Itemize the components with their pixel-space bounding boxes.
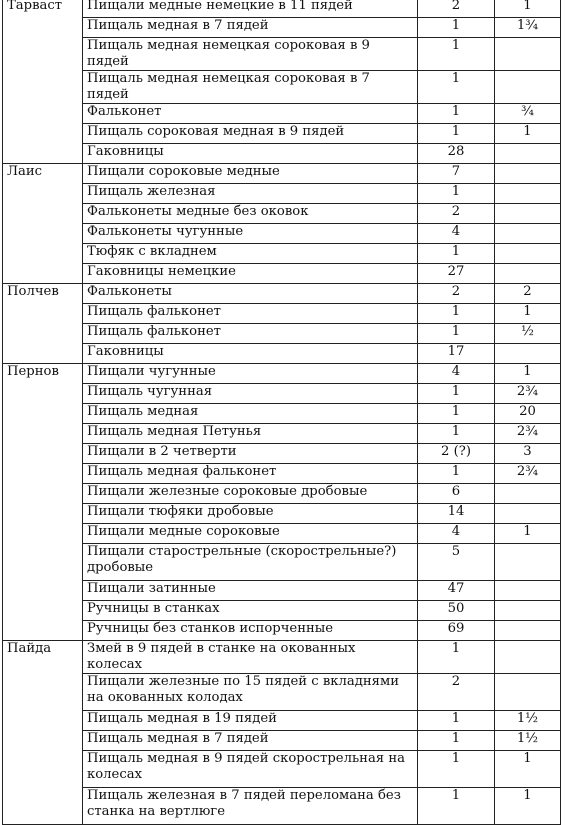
caliber-cell xyxy=(495,641,561,674)
caliber-cell xyxy=(495,544,561,581)
item-cell: Пищаль медная xyxy=(83,404,418,424)
caliber-cell xyxy=(495,184,561,204)
table-row xyxy=(3,184,561,204)
item-cell: Пищали железные по 15 пядей с вкладнями на окованных колодах xyxy=(83,674,418,711)
table-row xyxy=(3,284,561,304)
table-row xyxy=(3,464,561,484)
item-cell: Пищали чугунные xyxy=(83,364,418,384)
quantity-cell: 1 xyxy=(418,464,495,484)
quantity-cell: 1 xyxy=(418,324,495,344)
caliber-cell xyxy=(495,674,561,711)
caliber-cell xyxy=(495,204,561,224)
caliber-cell: 3 xyxy=(495,444,561,464)
caliber-cell: 1 xyxy=(495,0,561,18)
quantity-cell: 1 xyxy=(418,124,495,144)
quantity-cell: 2 xyxy=(418,204,495,224)
item-cell: Пищаль медная в 19 пядей xyxy=(83,711,418,731)
caliber-cell: 1 xyxy=(495,524,561,544)
place-cell: Лаис xyxy=(3,164,83,284)
table-row xyxy=(3,484,561,504)
quantity-cell: 1 xyxy=(418,404,495,424)
caliber-cell xyxy=(495,504,561,524)
item-cell: Пищали сороковые медные xyxy=(83,164,418,184)
caliber-cell: 1 xyxy=(495,304,561,324)
table-row xyxy=(3,524,561,544)
table-row xyxy=(3,164,561,184)
item-cell: Пищаль медная в 7 пядей xyxy=(83,18,418,38)
caliber-cell: 1½ xyxy=(495,731,561,751)
quantity-cell: 1 xyxy=(418,731,495,751)
place-cell: Пернов xyxy=(3,364,83,641)
quantity-cell: 1 xyxy=(418,104,495,124)
item-cell: Пищаль медная Петунья xyxy=(83,424,418,444)
caliber-cell xyxy=(495,484,561,504)
table-row xyxy=(3,71,561,104)
table-row xyxy=(3,404,561,424)
caliber-cell: 2¾ xyxy=(495,464,561,484)
item-cell: Фальконеты медные без оковок xyxy=(83,204,418,224)
quantity-cell: 2 xyxy=(418,0,495,18)
item-cell: Змей в 9 пядей в станке на окованных колесах xyxy=(83,641,418,674)
artillery-inventory-table xyxy=(2,0,561,825)
caliber-cell xyxy=(495,71,561,104)
table-row xyxy=(3,344,561,364)
table-row xyxy=(3,144,561,164)
table-row xyxy=(3,621,561,641)
caliber-cell: 1 xyxy=(495,751,561,788)
caliber-cell xyxy=(495,601,561,621)
caliber-cell xyxy=(495,224,561,244)
item-cell: Фальконет xyxy=(83,104,418,124)
table-row xyxy=(3,244,561,264)
quantity-cell: 28 xyxy=(418,144,495,164)
quantity-cell: 1 xyxy=(418,184,495,204)
item-cell: Пищаль железная в 7 пядей переломана без станка на вертлюге xyxy=(83,788,418,825)
quantity-cell: 6 xyxy=(418,484,495,504)
caliber-cell xyxy=(495,244,561,264)
caliber-cell: 1 xyxy=(495,124,561,144)
item-cell: Пищали медные немецкие в 11 пядей xyxy=(83,0,418,18)
quantity-cell: 7 xyxy=(418,164,495,184)
item-cell: Пищаль чугунная xyxy=(83,384,418,404)
table-row xyxy=(3,0,561,18)
table-row xyxy=(3,544,561,581)
table-row xyxy=(3,224,561,244)
item-cell: Пищали затинные xyxy=(83,581,418,601)
quantity-cell: 69 xyxy=(418,621,495,641)
caliber-cell: 2¾ xyxy=(495,384,561,404)
quantity-cell: 4 xyxy=(418,224,495,244)
item-cell: Пищаль медная немецкая сороковая в 9 пядей xyxy=(83,38,418,71)
caliber-cell xyxy=(495,581,561,601)
table-row xyxy=(3,364,561,384)
table-row xyxy=(3,504,561,524)
quantity-cell: 27 xyxy=(418,264,495,284)
item-cell: Ручницы без станков испорченные xyxy=(83,621,418,641)
caliber-cell xyxy=(495,621,561,641)
item-cell: Пищали железные сороковые дробовые xyxy=(83,484,418,504)
table-row xyxy=(3,444,561,464)
item-cell: Пищали медные сороковые xyxy=(83,524,418,544)
item-cell: Пищаль фальконет xyxy=(83,324,418,344)
quantity-cell: 4 xyxy=(418,524,495,544)
quantity-cell: 1 xyxy=(418,18,495,38)
item-cell: Пищаль фальконет xyxy=(83,304,418,324)
item-cell: Пищаль медная немецкая сороковая в 7 пядей xyxy=(83,71,418,104)
table-row xyxy=(3,601,561,621)
item-cell: Пищали старострельные (скорострельные?) дробовые xyxy=(83,544,418,581)
table-row xyxy=(3,751,561,788)
caliber-cell xyxy=(495,38,561,71)
item-cell: Гаковницы xyxy=(83,344,418,364)
item-cell: Ручницы в станках xyxy=(83,601,418,621)
table-row xyxy=(3,264,561,284)
quantity-cell: 2 (?) xyxy=(418,444,495,464)
table-row xyxy=(3,424,561,444)
quantity-cell: 1 xyxy=(418,788,495,825)
table-row xyxy=(3,788,561,825)
quantity-cell: 1 xyxy=(418,641,495,674)
table-row xyxy=(3,384,561,404)
place-cell: Тарваст xyxy=(3,0,83,164)
quantity-cell: 5 xyxy=(418,544,495,581)
quantity-cell: 47 xyxy=(418,581,495,601)
item-cell: Фальконеты xyxy=(83,284,418,304)
item-cell: Пищали в 2 четверти xyxy=(83,444,418,464)
quantity-cell: 1 xyxy=(418,751,495,788)
caliber-cell: ½ xyxy=(495,324,561,344)
table-row xyxy=(3,204,561,224)
item-cell: Пищали тюфяки дробовые xyxy=(83,504,418,524)
table-row xyxy=(3,38,561,71)
caliber-cell: 2¾ xyxy=(495,424,561,444)
item-cell: Пищаль медная фальконет xyxy=(83,464,418,484)
quantity-cell: 1 xyxy=(418,384,495,404)
item-cell: Тюфяк с вкладнем xyxy=(83,244,418,264)
caliber-cell: 20 xyxy=(495,404,561,424)
table-row xyxy=(3,18,561,38)
caliber-cell: 1½ xyxy=(495,711,561,731)
place-cell: Пайда xyxy=(3,641,83,825)
item-cell: Фальконеты чугунные xyxy=(83,224,418,244)
quantity-cell: 17 xyxy=(418,344,495,364)
quantity-cell: 1 xyxy=(418,71,495,104)
quantity-cell: 2 xyxy=(418,284,495,304)
table-row xyxy=(3,674,561,711)
item-cell: Гаковницы немецкие xyxy=(83,264,418,284)
item-cell: Гаковницы xyxy=(83,144,418,164)
table-row xyxy=(3,104,561,124)
table-row xyxy=(3,731,561,751)
item-cell: Пищаль сороковая медная в 9 пядей xyxy=(83,124,418,144)
quantity-cell: 4 xyxy=(418,364,495,384)
item-cell: Пищаль железная xyxy=(83,184,418,204)
caliber-cell: ¾ xyxy=(495,104,561,124)
quantity-cell: 2 xyxy=(418,674,495,711)
quantity-cell: 1 xyxy=(418,38,495,71)
table-row xyxy=(3,324,561,344)
quantity-cell: 1 xyxy=(418,424,495,444)
place-cell: Полчев xyxy=(3,284,83,364)
table-row xyxy=(3,641,561,674)
table-row xyxy=(3,711,561,731)
item-cell: Пищаль медная в 7 пядей xyxy=(83,731,418,751)
quantity-cell: 1 xyxy=(418,244,495,264)
caliber-cell xyxy=(495,144,561,164)
caliber-cell: 1 xyxy=(495,364,561,384)
quantity-cell: 1 xyxy=(418,711,495,731)
quantity-cell: 1 xyxy=(418,304,495,324)
item-cell: Пищаль медная в 9 пядей скорострельная на колесах xyxy=(83,751,418,788)
caliber-cell xyxy=(495,264,561,284)
table-row xyxy=(3,581,561,601)
caliber-cell xyxy=(495,164,561,184)
quantity-cell: 50 xyxy=(418,601,495,621)
caliber-cell: 1¾ xyxy=(495,18,561,38)
caliber-cell: 2 xyxy=(495,284,561,304)
quantity-cell: 14 xyxy=(418,504,495,524)
table-row xyxy=(3,304,561,324)
caliber-cell xyxy=(495,344,561,364)
table-row xyxy=(3,124,561,144)
caliber-cell: 1 xyxy=(495,788,561,825)
